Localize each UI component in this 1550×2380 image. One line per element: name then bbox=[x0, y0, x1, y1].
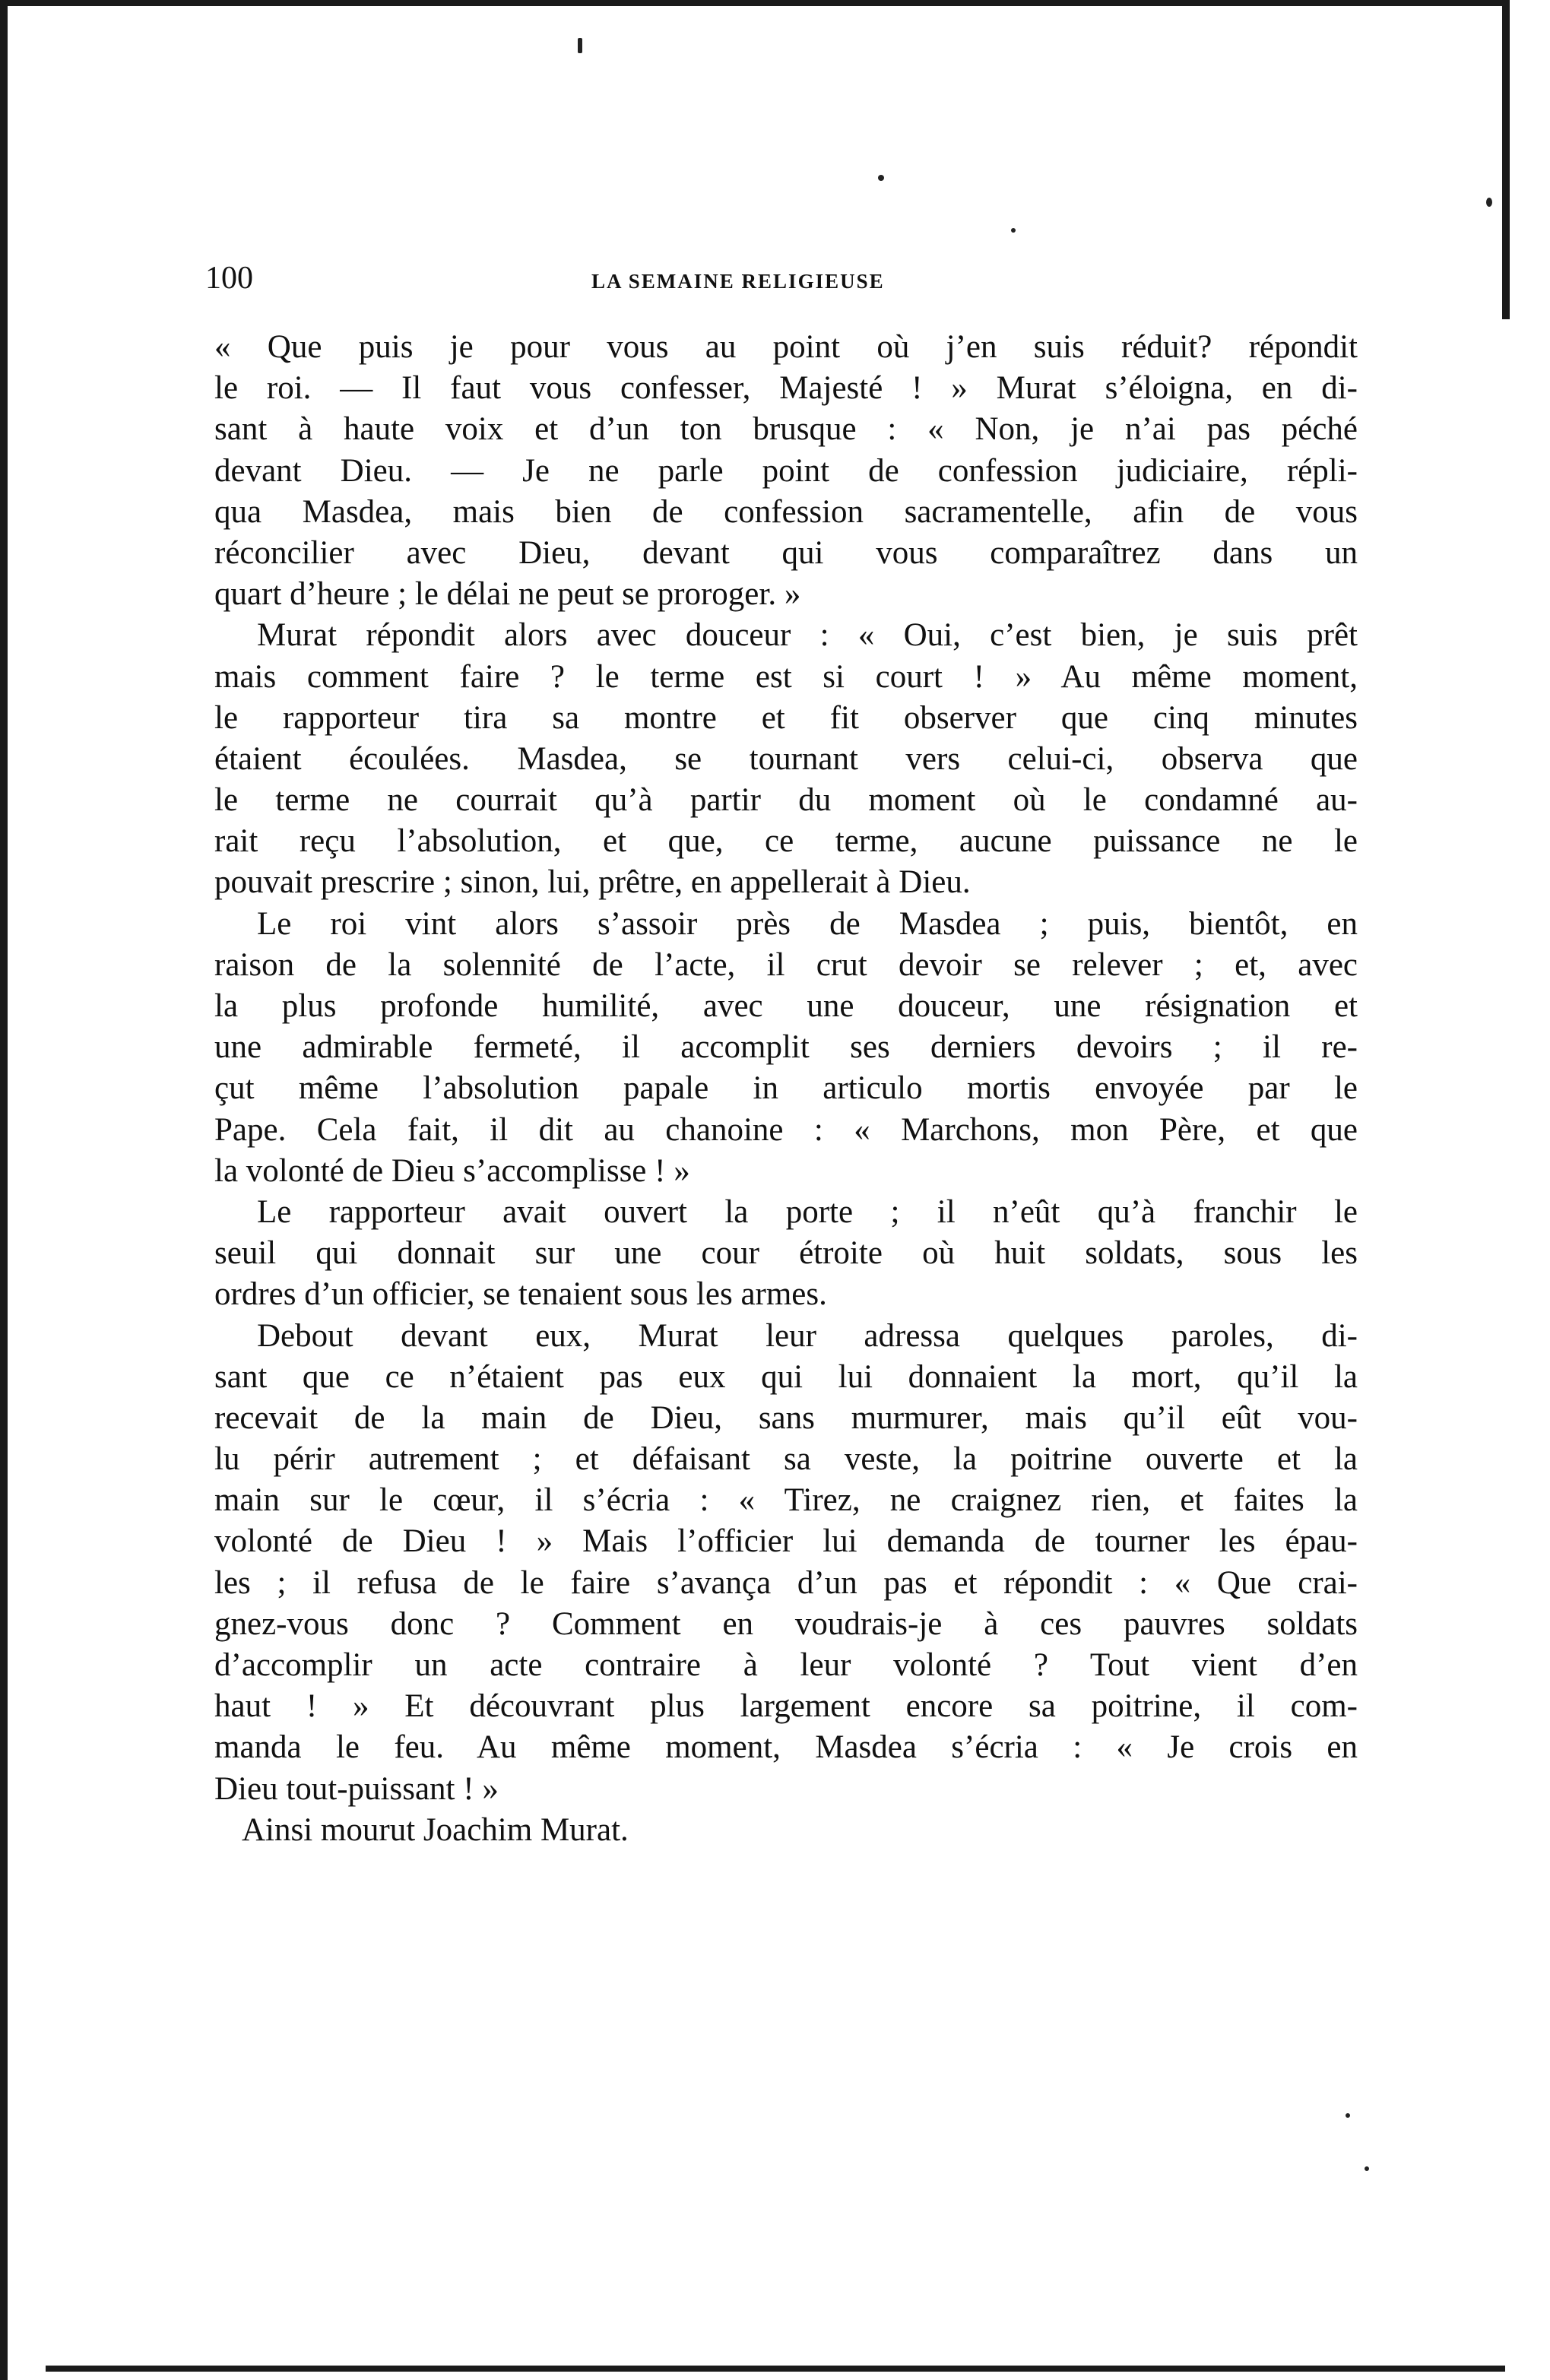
scan-speck bbox=[1346, 2113, 1350, 2118]
text-line: la plus profonde humilité, avec une douceur, une résignation et bbox=[214, 988, 1358, 1024]
text-line: raison de la solennité de l’acte, il crut devoir se relever ; et, avec bbox=[214, 946, 1358, 983]
text-line: Debout devant eux, Murat leur adressa quelques paroles, di- bbox=[257, 1317, 1358, 1354]
text-line: réconcilier avec Dieu, devant qui vous comparaîtrez dans un bbox=[214, 534, 1358, 571]
scan-speck bbox=[1365, 2166, 1369, 2171]
text-line: Murat répondit alors avec douceur : « Oui, c’est bien, je suis prêt bbox=[257, 617, 1358, 654]
text-line: « Que puis je pour vous au point où j’en suis réduit? répondit bbox=[214, 329, 1358, 365]
text-line: Ainsi mourut Joachim Murat. bbox=[242, 1811, 629, 1848]
scan-edge-right bbox=[1502, 0, 1510, 319]
text-line: les ; il refusa de le faire s’avança d’un pas et répondit : « Que crai- bbox=[214, 1564, 1358, 1601]
scan-speck bbox=[1486, 198, 1492, 207]
text-line: le roi. — Il faut vous confesser, Majesté ! » Murat s’éloigna, en di- bbox=[214, 370, 1358, 407]
page-number: 100 bbox=[205, 261, 253, 296]
text-line: étaient écoulées. Masdea, se tournant vers celui-ci, observa que bbox=[214, 740, 1358, 777]
scan-edge-top bbox=[0, 0, 1509, 6]
text-line: la volonté de Dieu s’accomplisse ! » bbox=[214, 1152, 690, 1189]
text-line: le terme ne courrait qu’à partir du moment où le condamné au- bbox=[214, 782, 1358, 819]
text-line: Pape. Cela fait, il dit au chanoine : « Marchons, mon Père, et que bbox=[214, 1111, 1358, 1148]
text-line: sant à haute voix et d’un ton brusque : « Non, je n’ai pas péché bbox=[214, 411, 1358, 448]
text-line: seuil qui donnait sur une cour étroite où huit soldats, sous les bbox=[214, 1235, 1358, 1272]
text-line: devant Dieu. — Je ne parle point de confession judiciaire, répli- bbox=[214, 452, 1358, 489]
scan-speck bbox=[1011, 228, 1016, 233]
text-line: recevait de la main de Dieu, sans murmurer, mais qu’il eût vou- bbox=[214, 1399, 1358, 1436]
text-line: manda le feu. Au même moment, Masdea s’écria : « Je crois en bbox=[214, 1729, 1358, 1766]
scan-speck bbox=[578, 38, 582, 53]
scan-edge-left bbox=[0, 0, 8, 2380]
text-line: le rapporteur tira sa montre et fit observer que cinq minutes bbox=[214, 699, 1358, 736]
text-line: haut ! » Et découvrant plus largement encore sa poitrine, il com- bbox=[214, 1688, 1358, 1725]
body-text bbox=[214, 327, 1358, 2106]
scan-speck bbox=[878, 175, 884, 181]
text-line: Le roi vint alors s’assoir près de Masdea ; puis, bientôt, en bbox=[257, 905, 1358, 942]
text-line: quart d’heure ; le délai ne peut se proroger. » bbox=[214, 576, 801, 613]
text-line: main sur le cœur, il s’écria : « Tirez, ne craignez rien, et faites la bbox=[214, 1482, 1358, 1519]
text-line: d’accomplir un acte contraire à leur volonté ? Tout vient d’en bbox=[214, 1647, 1358, 1683]
text-line: Le rapporteur avait ouvert la porte ; il n’eût qu’à franchir le bbox=[257, 1193, 1358, 1230]
text-line: rait reçu l’absolution, et que, ce terme, aucune puissance ne le bbox=[214, 823, 1358, 860]
text-line: sant que ce n’étaient pas eux qui lui donnaient la mort, qu’il la bbox=[214, 1358, 1358, 1395]
text-line: mais comment faire ? le terme est si court ! » Au même moment, bbox=[214, 658, 1358, 695]
page-header bbox=[205, 255, 1361, 301]
text-line: ordres d’un officier, se tenaient sous les armes. bbox=[214, 1276, 827, 1313]
text-line: pouvait prescrire ; sinon, lui, prêtre, en appellerait à Dieu. bbox=[214, 864, 971, 901]
text-line: çut même l’absolution papale in articulo mortis envoyée par le bbox=[214, 1070, 1358, 1107]
scan-edge-bottom bbox=[46, 2366, 1505, 2372]
text-line: volonté de Dieu ! » Mais l’officier lui demanda de tourner les épau- bbox=[214, 1523, 1358, 1560]
text-line: lu périr autrement ; et défaisant sa veste, la poitrine ouverte et la bbox=[214, 1441, 1358, 1478]
text-line: Dieu tout-puissant ! » bbox=[214, 1770, 499, 1807]
text-line: une admirable fermeté, il accomplit ses derniers devoirs ; il re- bbox=[214, 1029, 1358, 1066]
text-line: gnez-vous donc ? Comment en voudrais-je à ces pauvres soldats bbox=[214, 1605, 1358, 1642]
running-head: LA SEMAINE RELIGIEUSE bbox=[591, 270, 885, 293]
text-line: qua Masdea, mais bien de confession sacramentelle, afin de vous bbox=[214, 493, 1358, 530]
